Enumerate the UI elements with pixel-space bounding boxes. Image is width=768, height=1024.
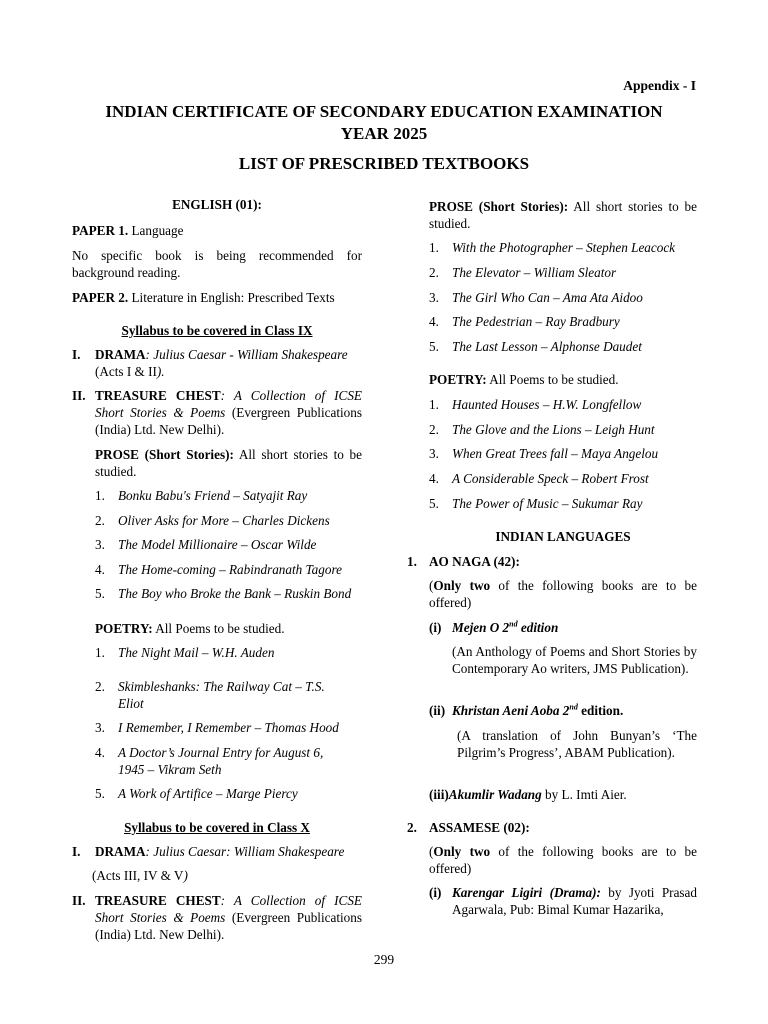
class9-drama-label: DRAMA: [95, 347, 146, 362]
title-line-2: YEAR 2025: [340, 124, 428, 143]
class10-drama-acts-line: [92, 867, 362, 884]
paper1-label: PAPER 1.: [72, 223, 129, 238]
as-i-entry: Karengar Ligiri (Drama): by Jyoti Prasad Agarwala, Pub: Bimal Kumar Hazarika,: [452, 885, 698, 917]
class9-drama: [72, 346, 362, 382]
prose-list: 1. With the Photographer – Stephen Leacock 2. The Elevator – William Sleator 3. The Girl Who Can – Ama Ata Aidoo 4. The Pedestrian – Ray Bradbury 5. The Last Lesson – Alphonse Daudet: [429, 240, 676, 354]
appendix-label: Appendix - I: [623, 78, 696, 93]
class9-poetry-label: POETRY:: [95, 621, 153, 636]
page-number: 299: [373, 952, 395, 967]
document-title: [60, 101, 708, 145]
class9-prose-label: PROSE (Short Stories):: [95, 447, 234, 462]
class9-tc-label: TREASURE CHEST: [95, 388, 221, 403]
ao-i-title: Mejen O 2nd edition: [452, 619, 559, 635]
as-i-num: (i): [429, 885, 442, 900]
class10-tc-rest: (Evergreen Publications (India) Ltd. New Delhi).: [95, 910, 362, 942]
class9-tc-italic: : A Collection of ICSE Short Stories & Poems: [95, 388, 362, 420]
poetry-intro: [429, 371, 697, 388]
ao-iii-line: (iii)Akumlir Wadang by L. Imti Aier.: [429, 787, 627, 802]
class10-tc-italic: : A Collection of ICSE Short Stories & Poems: [95, 893, 362, 925]
poetry-text: All Poems to be studied.: [486, 372, 619, 387]
poetry-list: 1. Haunted Houses – H.W. Longfellow 2. The Glove and the Lions – Leigh Hunt 3. When Great Trees fall – Maya Angelou 4. A Considerable Speck – Robert Frost 5. The Power of Music – Sukumar Ray: [429, 397, 659, 511]
class9-heading: Syllabus to be covered in Class IX: [121, 323, 313, 338]
ao-ii-num: (ii): [429, 703, 446, 718]
assamese-heading: ASSAMESE (02):: [429, 820, 530, 835]
class9-prose-intro: [95, 446, 362, 480]
title-line-1: INDIAN CERTIFICATE OF SECONDARY EDUCATION EXAMINATION: [105, 102, 663, 121]
class9-drama-title: : Julius Caesar - William Shakespeare: [145, 347, 348, 362]
class9-tc-rest: (Evergreen Publications (India) Ltd. New Delhi).: [95, 405, 362, 437]
class9-poetry-intro: [95, 620, 362, 637]
class9-prose-text: All short stories to be studied.: [95, 447, 362, 479]
ao-ii-description: (A translation of John Bunyan’s ‘The Pilgrim’s Progress’, ABAM Publication).: [457, 728, 697, 760]
class9-treasure-chest: [72, 387, 362, 439]
class9-drama-acts: (Acts I & II: [95, 364, 157, 379]
class10-heading: Syllabus to be covered in Class X: [124, 820, 310, 835]
class10-drama-acts: (Acts III, IV & V: [92, 868, 184, 883]
prose-text: All short stories to be studied.: [429, 199, 697, 231]
ao-ii-title: Khristan Aeni Aoba 2nd edition.: [452, 702, 624, 718]
ao-i-description: (An Anthology of Poems and Short Stories by Contemporary Ao writers, JMS Publication).: [452, 644, 697, 676]
class9-poetry-text: All Poems to be studied.: [152, 621, 285, 636]
poetry-label: POETRY:: [429, 372, 487, 387]
class10-drama-acts-end: ): [183, 868, 188, 883]
prose-intro: [429, 198, 697, 232]
class10-treasure-chest: [72, 892, 362, 944]
paper1-text: Language: [128, 223, 184, 238]
assamese-instruction: (Only two of the following books are to be offered): [429, 844, 697, 876]
indian-languages-heading: INDIAN LANGUAGES: [495, 529, 631, 544]
class10-tc-label: TREASURE CHEST: [95, 893, 221, 908]
document-subtitle: LIST OF PRESCRIBED TEXTBOOKS: [238, 154, 530, 173]
paper2-text: Literature in English: Prescribed Texts: [128, 290, 335, 305]
class9-poetry-list: 1. The Night Mail – W.H. Auden 2. Skimbleshanks: The Railway Cat – T.S. Eliot 3. I Remember, I Remember – Thomas Hood 4. A Doctor’s Journal Entry for August 6, 1945 – Vikram Seth 5. A Work of Artifice – Marge Piercy: [95, 645, 339, 801]
ao-naga-instruction: (Only two of the following books are to be offered): [429, 578, 697, 610]
class9-drama-num: I.: [72, 347, 81, 362]
paper2-line: [72, 289, 362, 306]
class9-drama-acts-end: ).: [156, 364, 165, 379]
english-heading: ENGLISH (01):: [172, 197, 262, 212]
no-book-note: No specific book is being recommended for background reading.: [72, 248, 362, 280]
paper1-line: [72, 222, 362, 239]
class10-drama-title: : Julius Caesar: William Shakespeare: [145, 844, 345, 859]
ao-i-num: (i): [429, 620, 442, 635]
prose-label: PROSE (Short Stories):: [429, 199, 569, 214]
class10-tc-num: II.: [72, 893, 86, 908]
class9-tc-num: II.: [72, 388, 86, 403]
class9-prose-list: 1. Bonku Babu's Friend – Satyajit Ray 2. Oliver Asks for More – Charles Dickens 3. The Model Millionaire – Oscar Wilde 4. The Home-coming – Rabindranath Tagore 5. The Boy who Broke the Bank – Ruskin Bond: [95, 488, 352, 601]
class10-drama-label: DRAMA: [95, 844, 146, 859]
ao-naga-heading: AO NAGA (42):: [429, 554, 520, 569]
assamese-num: 2.: [407, 820, 417, 835]
class10-drama-num: I.: [72, 844, 81, 859]
paper2-label: PAPER 2.: [72, 290, 129, 305]
ao-naga-num: 1.: [407, 554, 417, 569]
